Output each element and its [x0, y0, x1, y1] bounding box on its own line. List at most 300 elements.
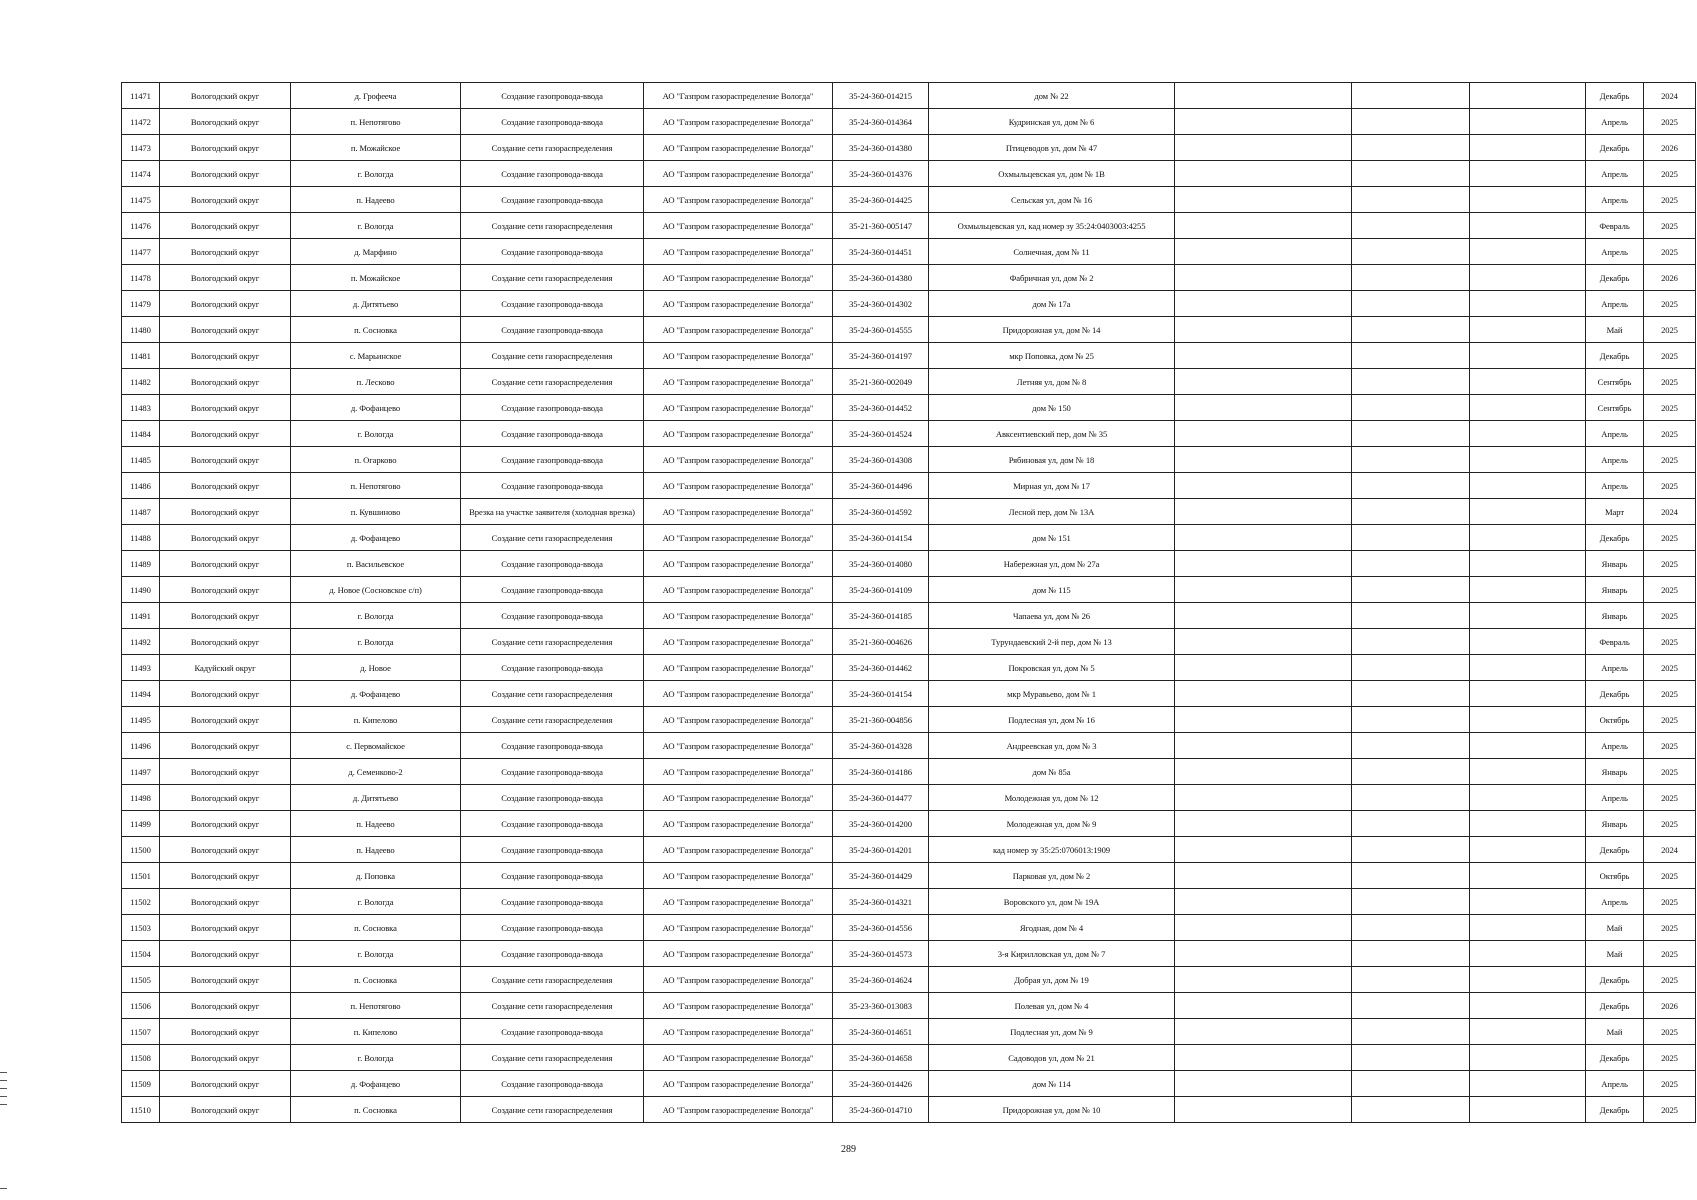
cell-work: Создание сети газораспределения [461, 1097, 644, 1123]
cell-blank1 [1175, 395, 1352, 421]
cell-year: 2025 [1644, 655, 1696, 681]
cell-year: 2025 [1644, 811, 1696, 837]
cell-year: 2025 [1644, 733, 1696, 759]
cell-org: АО "Газпром газораспределение Вологда" [644, 1045, 833, 1071]
cell-num: 11484 [122, 421, 160, 447]
cell-code: 35-24-360-014328 [833, 733, 929, 759]
cell-code: 35-24-360-014185 [833, 603, 929, 629]
cell-blank3 [1470, 993, 1586, 1019]
cell-month: Декабрь [1586, 83, 1644, 109]
cell-blank1 [1175, 967, 1352, 993]
cell-code: 35-24-360-014425 [833, 187, 929, 213]
cell-num: 11502 [122, 889, 160, 915]
cell-blank3 [1470, 811, 1586, 837]
cell-org: АО "Газпром газораспределение Вологда" [644, 291, 833, 317]
cell-blank2 [1352, 525, 1470, 551]
table-row [122, 759, 1696, 785]
cell-work: Создание газопровода-ввода [461, 395, 644, 421]
cell-blank3 [1470, 889, 1586, 915]
cell-code: 35-21-360-004856 [833, 707, 929, 733]
cell-org: АО "Газпром газораспределение Вологда" [644, 733, 833, 759]
cell-work: Создание газопровода-ввода [461, 577, 644, 603]
cell-num: 11486 [122, 473, 160, 499]
cell-month: Декабрь [1586, 1097, 1644, 1123]
cell-locality: г. Вологда [291, 421, 461, 447]
cell-locality: д. Фофанцево [291, 681, 461, 707]
cell-work: Создание сети газораспределения [461, 993, 644, 1019]
cell-work: Создание газопровода-ввода [461, 1071, 644, 1097]
cell-blank1 [1175, 499, 1352, 525]
cell-year: 2025 [1644, 889, 1696, 915]
cell-locality: д. Новое [291, 655, 461, 681]
cell-year: 2025 [1644, 1019, 1696, 1045]
cell-month: Апрель [1586, 785, 1644, 811]
register-sheet [121, 82, 1696, 1123]
cell-district: Вологодский округ [160, 161, 291, 187]
cell-month: Декабрь [1586, 525, 1644, 551]
table-row [122, 863, 1696, 889]
cell-blank2 [1352, 629, 1470, 655]
cell-blank2 [1352, 577, 1470, 603]
cell-locality: п. Непотягово [291, 473, 461, 499]
cell-blank3 [1470, 785, 1586, 811]
cell-locality: п. Сосновка [291, 915, 461, 941]
cell-blank2 [1352, 265, 1470, 291]
cell-locality: г. Вологда [291, 161, 461, 187]
cell-work: Создание сети газораспределения [461, 525, 644, 551]
cell-org: АО "Газпром газораспределение Вологда" [644, 83, 833, 109]
cell-locality: д. Семенково-2 [291, 759, 461, 785]
cell-blank1 [1175, 759, 1352, 785]
page-number: 289 [841, 1144, 856, 1155]
cell-code: 35-24-360-014200 [833, 811, 929, 837]
cell-month: Декабрь [1586, 343, 1644, 369]
gasification-register-table [121, 82, 1696, 1123]
cell-month: Декабрь [1586, 993, 1644, 1019]
table-row [122, 343, 1696, 369]
cell-year: 2026 [1644, 993, 1696, 1019]
cell-district: Вологодский округ [160, 395, 291, 421]
cell-blank1 [1175, 577, 1352, 603]
table-row [122, 291, 1696, 317]
cell-org: АО "Газпром газораспределение Вологда" [644, 317, 833, 343]
cell-address: Покровская ул, дом № 5 [929, 655, 1175, 681]
cell-blank2 [1352, 499, 1470, 525]
cell-work: Создание газопровода-ввода [461, 785, 644, 811]
cell-num: 11485 [122, 447, 160, 473]
cell-locality: п. Васильевское [291, 551, 461, 577]
cell-code: 35-24-360-014154 [833, 525, 929, 551]
cell-work: Создание газопровода-ввода [461, 421, 644, 447]
cell-locality: п. Непотягово [291, 993, 461, 1019]
cell-blank2 [1352, 395, 1470, 421]
cell-month: Апрель [1586, 733, 1644, 759]
cell-blank3 [1470, 915, 1586, 941]
table-row [122, 811, 1696, 837]
cell-locality: д. Фофанцево [291, 1071, 461, 1097]
cell-year: 2025 [1644, 1071, 1696, 1097]
cell-locality: г. Вологда [291, 1045, 461, 1071]
table-row [122, 941, 1696, 967]
cell-address: Андреевская ул, дом № 3 [929, 733, 1175, 759]
cell-org: АО "Газпром газораспределение Вологда" [644, 785, 833, 811]
cell-org: АО "Газпром газораспределение Вологда" [644, 499, 833, 525]
cell-blank1 [1175, 109, 1352, 135]
cell-blank3 [1470, 265, 1586, 291]
cell-num: 11487 [122, 499, 160, 525]
cell-month: Сентябрь [1586, 369, 1644, 395]
cell-locality: п. Кипелово [291, 707, 461, 733]
cell-year: 2025 [1644, 551, 1696, 577]
cell-code: 35-24-360-014451 [833, 239, 929, 265]
cell-year: 2025 [1644, 707, 1696, 733]
cell-locality: п. Можайское [291, 135, 461, 161]
cell-blank2 [1352, 187, 1470, 213]
table-row [122, 213, 1696, 239]
cell-org: АО "Газпром газораспределение Вологда" [644, 967, 833, 993]
cell-code: 35-24-360-014380 [833, 135, 929, 161]
cell-org: АО "Газпром газораспределение Вологда" [644, 603, 833, 629]
cell-month: Апрель [1586, 1071, 1644, 1097]
cell-month: Май [1586, 1019, 1644, 1045]
cell-year: 2025 [1644, 395, 1696, 421]
table-row [122, 837, 1696, 863]
table-row [122, 551, 1696, 577]
cell-blank3 [1470, 603, 1586, 629]
cell-address: Придорожная ул, дом № 10 [929, 1097, 1175, 1123]
cell-year: 2025 [1644, 343, 1696, 369]
cell-code: 35-24-360-014376 [833, 161, 929, 187]
cell-blank3 [1470, 421, 1586, 447]
cell-org: АО "Газпром газораспределение Вологда" [644, 551, 833, 577]
cell-locality: п. Сосновка [291, 1097, 461, 1123]
cell-code: 35-24-360-014555 [833, 317, 929, 343]
cell-blank2 [1352, 863, 1470, 889]
table-row [122, 421, 1696, 447]
cell-code: 35-24-360-014462 [833, 655, 929, 681]
cell-work: Создание газопровода-ввода [461, 811, 644, 837]
cell-code: 35-24-360-014524 [833, 421, 929, 447]
cell-work: Создание сети газораспределения [461, 1045, 644, 1071]
cell-work: Создание газопровода-ввода [461, 915, 644, 941]
table-row [122, 395, 1696, 421]
cell-code: 35-24-360-014624 [833, 967, 929, 993]
cell-district: Вологодский округ [160, 109, 291, 135]
cell-code: 35-24-360-014321 [833, 889, 929, 915]
cell-address: Ягодная, дом № 4 [929, 915, 1175, 941]
cell-blank1 [1175, 343, 1352, 369]
cell-blank2 [1352, 135, 1470, 161]
cell-year: 2025 [1644, 759, 1696, 785]
cell-year: 2025 [1644, 785, 1696, 811]
cell-blank1 [1175, 889, 1352, 915]
cell-blank2 [1352, 759, 1470, 785]
cell-address: Турундаевский 2-й пер, дом № 13 [929, 629, 1175, 655]
cell-code: 35-24-360-014109 [833, 577, 929, 603]
cell-code: 35-24-360-014573 [833, 941, 929, 967]
cell-work: Создание сети газораспределения [461, 343, 644, 369]
cell-district: Вологодский округ [160, 135, 291, 161]
cell-year: 2025 [1644, 863, 1696, 889]
cell-org: АО "Газпром газораспределение Вологда" [644, 265, 833, 291]
cell-year: 2025 [1644, 161, 1696, 187]
cell-address: дом № 115 [929, 577, 1175, 603]
cell-blank1 [1175, 603, 1352, 629]
cell-locality: д. Фофанцево [291, 395, 461, 421]
cell-blank2 [1352, 785, 1470, 811]
cell-org: АО "Газпром газораспределение Вологда" [644, 629, 833, 655]
cell-num: 11506 [122, 993, 160, 1019]
cell-org: АО "Газпром газораспределение Вологда" [644, 343, 833, 369]
cell-month: Апрель [1586, 655, 1644, 681]
cell-blank3 [1470, 395, 1586, 421]
cell-blank3 [1470, 499, 1586, 525]
cell-locality: д. Грофееча [291, 83, 461, 109]
cell-district: Вологодский округ [160, 499, 291, 525]
cell-blank3 [1470, 863, 1586, 889]
cell-year: 2025 [1644, 421, 1696, 447]
cell-blank2 [1352, 733, 1470, 759]
cell-month: Апрель [1586, 109, 1644, 135]
cell-district: Кадуйский округ [160, 655, 291, 681]
cell-locality: п. Надеево [291, 187, 461, 213]
cell-num: 11491 [122, 603, 160, 629]
cell-blank1 [1175, 135, 1352, 161]
cell-blank3 [1470, 135, 1586, 161]
cell-blank2 [1352, 1019, 1470, 1045]
cell-address: мкр Поповка, дом № 25 [929, 343, 1175, 369]
cell-address: Набережная ул, дом № 27а [929, 551, 1175, 577]
table-row [122, 785, 1696, 811]
cell-blank3 [1470, 83, 1586, 109]
cell-district: Вологодский округ [160, 603, 291, 629]
cell-blank2 [1352, 1045, 1470, 1071]
cell-locality: д. Новое (Сосновское с/п) [291, 577, 461, 603]
cell-work: Создание сети газораспределения [461, 629, 644, 655]
cell-address: Птицеводов ул, дом № 47 [929, 135, 1175, 161]
table-row [122, 1097, 1696, 1123]
cell-num: 11492 [122, 629, 160, 655]
cell-blank1 [1175, 447, 1352, 473]
cell-year: 2024 [1644, 837, 1696, 863]
cell-blank1 [1175, 239, 1352, 265]
table-row [122, 629, 1696, 655]
cell-blank2 [1352, 1071, 1470, 1097]
cell-blank3 [1470, 317, 1586, 343]
cell-num: 11494 [122, 681, 160, 707]
table-row [122, 733, 1696, 759]
cell-address: Фабричная ул, дом № 2 [929, 265, 1175, 291]
cell-district: Вологодский округ [160, 941, 291, 967]
cell-code: 35-24-360-014380 [833, 265, 929, 291]
cell-work: Создание газопровода-ввода [461, 187, 644, 213]
cell-locality: г. Вологда [291, 603, 461, 629]
cell-blank2 [1352, 343, 1470, 369]
cell-district: Вологодский округ [160, 239, 291, 265]
cell-work: Создание газопровода-ввода [461, 941, 644, 967]
cell-district: Вологодский округ [160, 837, 291, 863]
cell-work: Создание сети газораспределения [461, 369, 644, 395]
cell-district: Вологодский округ [160, 473, 291, 499]
cell-month: Декабрь [1586, 265, 1644, 291]
cell-address: Солнечная, дом № 11 [929, 239, 1175, 265]
cell-org: АО "Газпром газораспределение Вологда" [644, 187, 833, 213]
cell-locality: п. Надеево [291, 837, 461, 863]
cell-year: 2025 [1644, 447, 1696, 473]
cell-code: 35-24-360-014556 [833, 915, 929, 941]
cell-month: Февраль [1586, 213, 1644, 239]
cell-year: 2025 [1644, 109, 1696, 135]
cell-num: 11473 [122, 135, 160, 161]
cell-blank2 [1352, 421, 1470, 447]
cell-code: 35-24-360-014477 [833, 785, 929, 811]
cell-code: 35-24-360-014197 [833, 343, 929, 369]
cell-blank3 [1470, 759, 1586, 785]
cell-org: АО "Газпром газораспределение Вологда" [644, 213, 833, 239]
cell-blank2 [1352, 291, 1470, 317]
cell-num: 11477 [122, 239, 160, 265]
cell-blank1 [1175, 785, 1352, 811]
cell-month: Апрель [1586, 421, 1644, 447]
cell-num: 11500 [122, 837, 160, 863]
cell-month: Январь [1586, 811, 1644, 837]
cell-work: Создание газопровода-ввода [461, 83, 644, 109]
table-row [122, 447, 1696, 473]
table-row [122, 239, 1696, 265]
cell-work: Создание газопровода-ввода [461, 161, 644, 187]
cell-blank2 [1352, 447, 1470, 473]
cell-work: Создание газопровода-ввода [461, 317, 644, 343]
cell-num: 11505 [122, 967, 160, 993]
cell-num: 11478 [122, 265, 160, 291]
cell-blank3 [1470, 967, 1586, 993]
cell-district: Вологодский округ [160, 447, 291, 473]
table-row [122, 889, 1696, 915]
cell-num: 11501 [122, 863, 160, 889]
cell-code: 35-24-360-014710 [833, 1097, 929, 1123]
cell-work: Создание газопровода-ввода [461, 733, 644, 759]
cell-code: 35-21-360-004626 [833, 629, 929, 655]
cell-num: 11471 [122, 83, 160, 109]
cell-blank2 [1352, 161, 1470, 187]
table-row [122, 525, 1696, 551]
cell-org: АО "Газпром газораспределение Вологда" [644, 135, 833, 161]
cell-blank2 [1352, 369, 1470, 395]
cell-district: Вологодский округ [160, 317, 291, 343]
cell-blank1 [1175, 369, 1352, 395]
cell-district: Вологодский округ [160, 187, 291, 213]
cell-blank3 [1470, 343, 1586, 369]
cell-district: Вологодский округ [160, 967, 291, 993]
cell-year: 2025 [1644, 291, 1696, 317]
cell-blank1 [1175, 187, 1352, 213]
cell-address: Полевая ул, дом № 4 [929, 993, 1175, 1019]
cell-year: 2025 [1644, 603, 1696, 629]
cell-num: 11474 [122, 161, 160, 187]
cell-blank2 [1352, 681, 1470, 707]
cell-address: Подлесная ул, дом № 9 [929, 1019, 1175, 1045]
cell-blank3 [1470, 109, 1586, 135]
cell-work: Создание газопровода-ввода [461, 889, 644, 915]
cell-blank2 [1352, 1097, 1470, 1123]
cell-address: Охмыльцевская ул, дом № 1В [929, 161, 1175, 187]
table-row [122, 1019, 1696, 1045]
cell-blank1 [1175, 655, 1352, 681]
cell-num: 11488 [122, 525, 160, 551]
cell-blank3 [1470, 629, 1586, 655]
cell-code: 35-21-360-002049 [833, 369, 929, 395]
cell-address: Молодежная ул, дом № 9 [929, 811, 1175, 837]
cell-locality: с. Первомайское [291, 733, 461, 759]
cell-district: Вологодский округ [160, 421, 291, 447]
cell-year: 2025 [1644, 577, 1696, 603]
cell-blank2 [1352, 213, 1470, 239]
table-row [122, 1071, 1696, 1097]
table-row [122, 265, 1696, 291]
cell-locality: п. Непотягово [291, 109, 461, 135]
cell-district: Вологодский округ [160, 733, 291, 759]
cell-district: Вологодский округ [160, 681, 291, 707]
cell-district: Вологодский округ [160, 83, 291, 109]
cell-locality: п. Лесково [291, 369, 461, 395]
cell-num: 11496 [122, 733, 160, 759]
cell-blank3 [1470, 681, 1586, 707]
cell-month: Апрель [1586, 447, 1644, 473]
cell-blank3 [1470, 161, 1586, 187]
table-row [122, 83, 1696, 109]
cell-work: Создание газопровода-ввода [461, 1019, 644, 1045]
cell-blank3 [1470, 369, 1586, 395]
cell-year: 2025 [1644, 473, 1696, 499]
cell-work: Создание газопровода-ввода [461, 863, 644, 889]
scan-edge-mark [0, 1088, 7, 1089]
cell-locality: п. Сосновка [291, 317, 461, 343]
cell-org: АО "Газпром газораспределение Вологда" [644, 915, 833, 941]
cell-blank3 [1470, 473, 1586, 499]
cell-address: Сельская ул, дом № 16 [929, 187, 1175, 213]
cell-month: Май [1586, 941, 1644, 967]
cell-blank1 [1175, 551, 1352, 577]
cell-blank1 [1175, 629, 1352, 655]
cell-district: Вологодский округ [160, 915, 291, 941]
cell-year: 2025 [1644, 1045, 1696, 1071]
cell-org: АО "Газпром газораспределение Вологда" [644, 837, 833, 863]
table-row [122, 1045, 1696, 1071]
cell-district: Вологодский округ [160, 785, 291, 811]
cell-org: АО "Газпром газораспределение Вологда" [644, 1019, 833, 1045]
cell-code: 35-24-360-014080 [833, 551, 929, 577]
cell-blank3 [1470, 577, 1586, 603]
cell-org: АО "Газпром газораспределение Вологда" [644, 239, 833, 265]
cell-month: Апрель [1586, 239, 1644, 265]
cell-num: 11507 [122, 1019, 160, 1045]
cell-num: 11498 [122, 785, 160, 811]
cell-num: 11475 [122, 187, 160, 213]
cell-district: Вологодский округ [160, 213, 291, 239]
table-row [122, 993, 1696, 1019]
cell-blank1 [1175, 733, 1352, 759]
cell-address: Чапаева ул, дом № 26 [929, 603, 1175, 629]
scan-edge-mark [0, 1104, 7, 1105]
cell-org: АО "Газпром газораспределение Вологда" [644, 577, 833, 603]
cell-year: 2025 [1644, 239, 1696, 265]
cell-address: мкр Муравьево, дом № 1 [929, 681, 1175, 707]
cell-locality: п. Кувшиново [291, 499, 461, 525]
cell-district: Вологодский округ [160, 993, 291, 1019]
cell-num: 11483 [122, 395, 160, 421]
cell-locality: г. Вологда [291, 889, 461, 915]
cell-blank1 [1175, 993, 1352, 1019]
